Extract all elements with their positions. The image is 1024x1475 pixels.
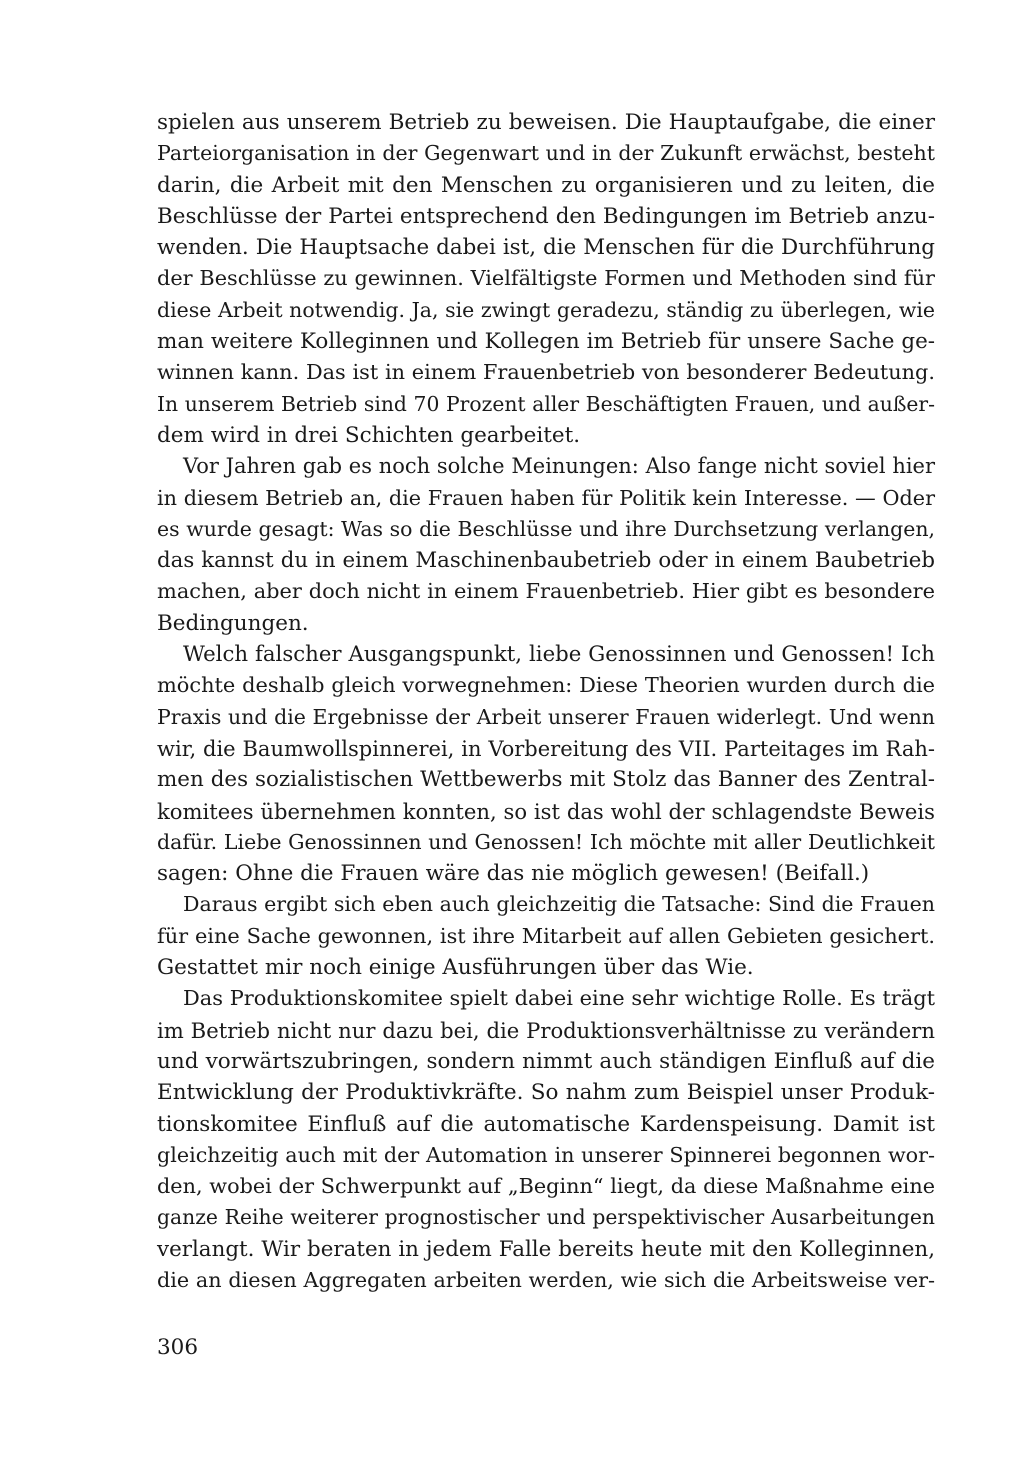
text-line: dem wird in drei Schichten gearbeitet. <box>157 422 581 448</box>
page-number: 306 <box>157 1335 199 1360</box>
text-line: tionskomitee Einfluß auf die automatische Kardenspeisung. Damit ist <box>157 1111 935 1137</box>
text-line: es wurde gesagt: Was so die Beschlüsse und ihre Durchsetzung verlangen, <box>157 516 935 541</box>
paragraph <box>157 107 935 451</box>
text-line: in diesem Betrieb an, die Frauen haben für Politik kein Interesse. — Oder <box>157 485 935 510</box>
body-text <box>157 107 935 1296</box>
text-line: dafür. Liebe Genossinnen und Genossen! Ich möchte mit aller Deutlichkeit <box>157 829 935 854</box>
text-line: Entwicklung der Produktivkräfte. So nahm zum Beispiel unser Produk- <box>157 1080 935 1106</box>
text-line: die an diesen Aggregaten arbeiten werden, wie sich die Arbeitsweise ver- <box>157 1267 935 1292</box>
text-line: man weitere Kolleginnen und Kollegen im Betrieb für unsere Sache ge- <box>157 329 935 355</box>
paragraph <box>157 983 935 1296</box>
text-line: verlangt. Wir beraten in jedem Falle bereits heute mit den Kolleginnen, <box>157 1236 935 1262</box>
text-line: für eine Sache gewonnen, ist ihre Mitarbeit auf allen Gebieten gesichert. <box>157 923 935 948</box>
text-line: Daraus ergibt sich eben auch gleichzeitig die Tatsache: Sind die Frauen <box>183 892 935 917</box>
text-line: Das Produktionskomitee spielt dabei eine sehr wichtige Rolle. Es trägt <box>183 986 935 1011</box>
text-line: ganze Reihe weiterer prognostischer und perspektivischer Ausarbeitungen <box>157 1205 935 1230</box>
text-line: diese Arbeit notwendig. Ja, sie zwingt geradezu, ständig zu überlegen, wie <box>157 297 935 322</box>
text-line: spielen aus unserem Betrieb zu beweisen. Die Hauptaufgabe, die einer <box>157 110 935 135</box>
text-line: komitees übernehmen konnten, so ist das wohl der schlagendste Beweis <box>157 798 935 824</box>
text-line: In unserem Betrieb sind 70 Prozent aller Beschäftigten Frauen, und außer- <box>157 391 935 416</box>
text-line: im Betrieb nicht nur dazu bei, die Produktionsverhältnisse zu verändern <box>157 1017 935 1043</box>
text-line: men des sozialistischen Wettbewerbs mit Stolz das Banner des Zentral- <box>157 767 935 793</box>
text-line: Parteiorganisation in der Gegenwart und in der Zukunft erwächst, besteht <box>157 141 935 166</box>
text-line: winnen kann. Das ist in einem Frauenbetrieb von besonderer Bedeutung. <box>157 360 935 385</box>
text-line: Welch falscher Ausgangspunkt, liebe Genossinnen und Genossen! Ich <box>183 642 935 668</box>
text-line: den, wobei der Schwerpunkt auf „Beginn“ liegt, da diese Maßnahme eine <box>157 1174 935 1199</box>
text-line: darin, die Arbeit mit den Menschen zu organisieren und zu leiten, die <box>157 172 935 198</box>
paragraph <box>157 451 935 639</box>
text-line: und vorwärtszubringen, sondern nimmt auch ständigen Einfluß auf die <box>157 1048 935 1074</box>
text-line: machen, aber doch nicht in einem Frauenbetrieb. Hier gibt es besondere <box>157 579 935 604</box>
text-line: das kannst du in einem Maschinenbaubetrieb oder in einem Baubetrieb <box>157 548 935 574</box>
text-line: Praxis und die Ergebnisse der Arbeit unserer Frauen widerlegt. Und wenn <box>157 704 935 729</box>
text-line: der Beschlüsse zu gewinnen. Vielfältigste Formen und Methoden sind für <box>157 266 935 291</box>
text-line: Beschlüsse der Partei entsprechend den Bedingungen im Betrieb anzu- <box>157 203 935 229</box>
text-line: sagen: Ohne die Frauen wäre das nie möglich gewesen! (Beifall.) <box>157 861 870 887</box>
text-line: wir, die Baumwollspinnerei, in Vorbereitung des VII. Parteitages im Rah- <box>157 735 935 761</box>
text-line: wenden. Die Hauptsache dabei ist, die Menschen für die Durchführung <box>157 235 935 261</box>
paragraph <box>157 639 935 889</box>
text-line: Bedingungen. <box>157 610 309 636</box>
text-line: möchte deshalb gleich vorwegnehmen: Diese Theorien wurden durch die <box>157 673 935 698</box>
paragraph <box>157 889 935 983</box>
text-line: Gestattet mir noch einige Ausführungen über das Wie. <box>157 955 754 981</box>
text-line: Vor Jahren gab es noch solche Meinungen: Also fange nicht soviel hier <box>183 454 935 479</box>
text-line: gleichzeitig auch mit der Automation in unserer Spinnerei begonnen wor- <box>157 1142 935 1167</box>
